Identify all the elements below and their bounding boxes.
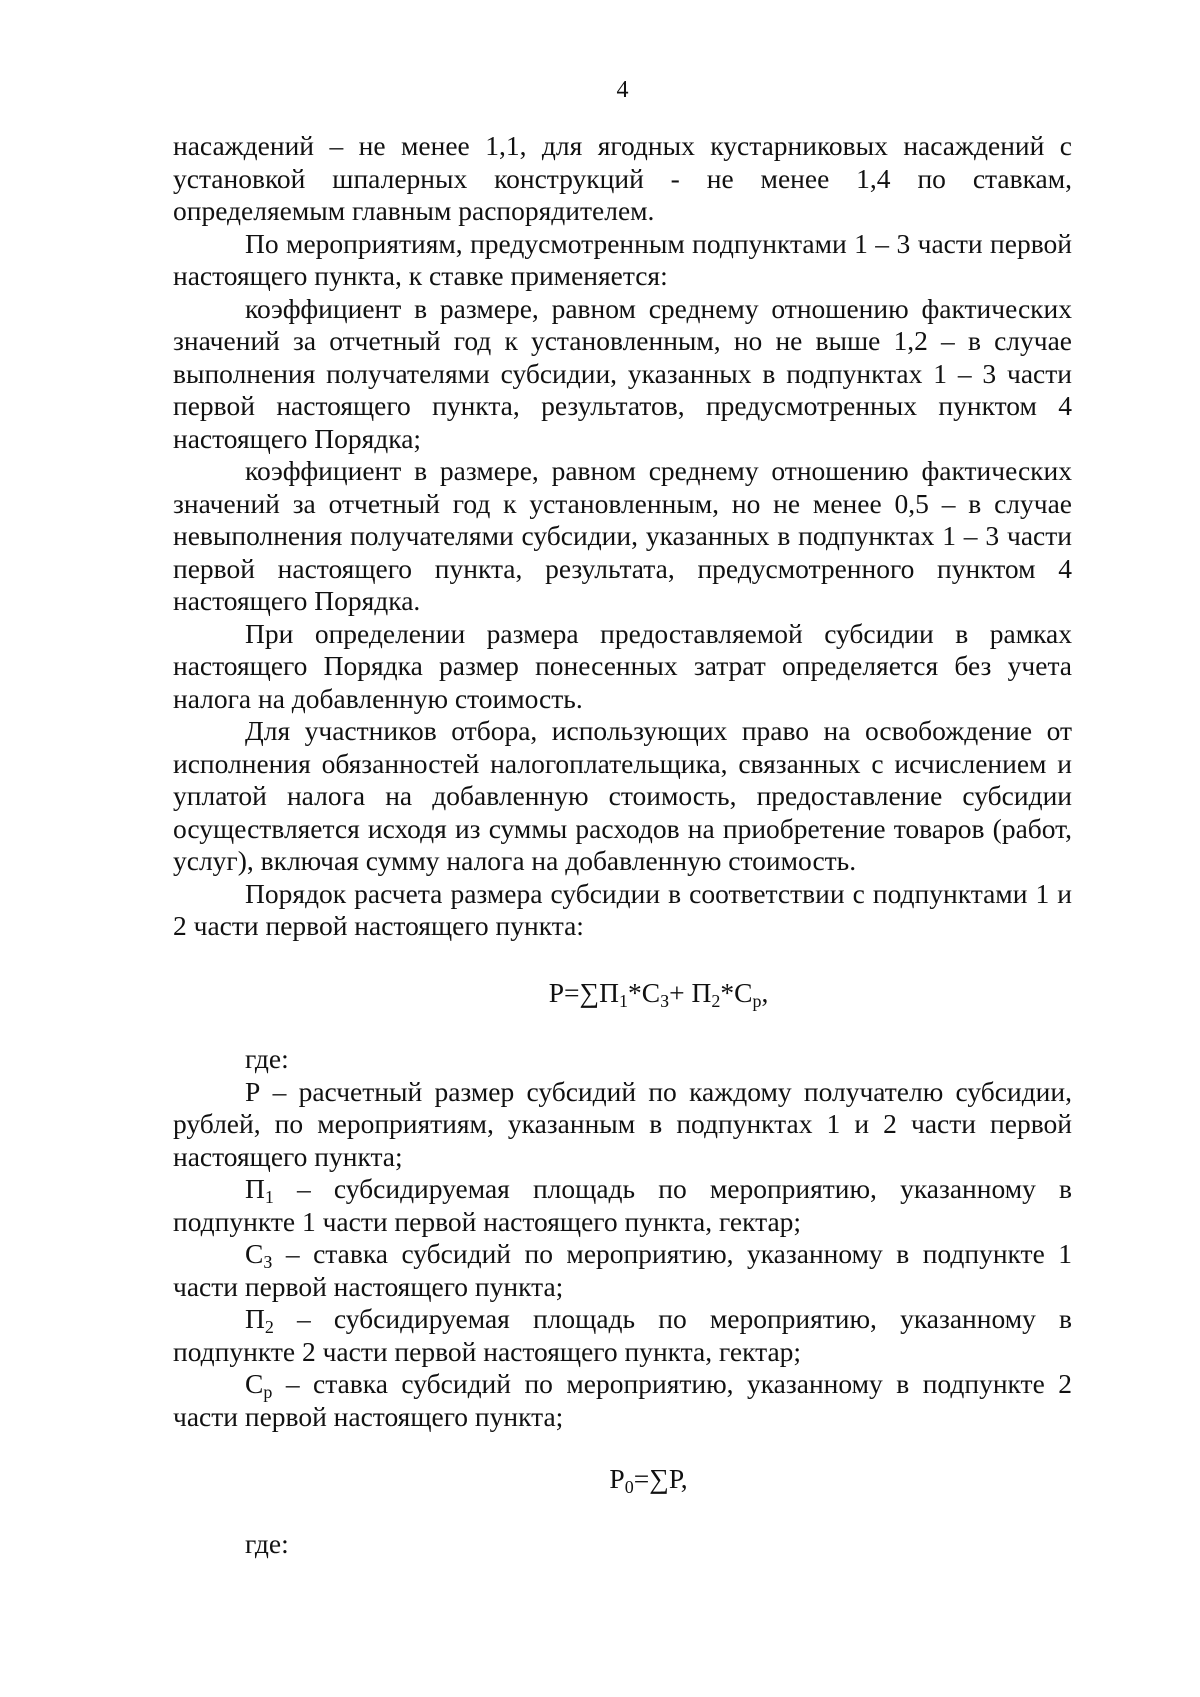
definition-c3 [173, 1238, 1072, 1303]
formula-subsidy-size [173, 977, 1072, 1010]
formula-part: *С [627, 976, 661, 1008]
definition-cp [173, 1368, 1072, 1433]
formula-subscript: 0 [624, 1477, 634, 1497]
paragraph-coefficient-min: коэффициент в размере, равном среднему отношению фактических значений за отчетный год к установленным, но не менее 0,5 – в случае невыполнения получателями субсидии, указанных в подпунктах 1 – 3 части первой настоящего пункта, результата, предусмотренного пунктом 4 настоящего Порядка. [173, 455, 1072, 616]
definition-text: – субсидируемая площадь по мероприятию, указанному в подпункте 1 части первой настоящего пункта, гектар; [173, 1173, 1072, 1237]
definition-text: – ставка субсидий по мероприятию, указанному в подпункте 1 части первой настоящего пункта; [173, 1238, 1072, 1302]
definition-text: – ставка субсидий по мероприятию, указанному в подпункте 2 части первой настоящего пункта; [173, 1368, 1072, 1432]
formula-part: Р=∑П [548, 976, 619, 1008]
symbol: С [245, 1238, 264, 1269]
formula-part: Р [609, 1463, 625, 1494]
formula-part: , [761, 976, 769, 1008]
formula-part: *С [720, 976, 753, 1008]
formula-part: =∑Р, [633, 1463, 688, 1494]
definition-text: – субсидируемая площадь по мероприятию, указанному в подпункте 2 части первой настоящего пункта, гектар; [173, 1303, 1072, 1367]
paragraph-continuation: насаждений – не менее 1,1, для ягодных кустарниковых насаждений с установкой шпалерных конструкций - не менее 1,4 по ставкам, определяемым главным распорядителем. [173, 130, 1072, 226]
symbol-subscript: 2 [264, 1317, 274, 1337]
formula-total-subsidy [173, 1463, 1072, 1496]
paragraph-coefficient-max: коэффициент в размере, равном среднему отношению фактических значений за отчетный год к установленным, но не выше 1,2 – в случае выполнения получателями субсидии, указанных в подпунктах 1 – 3 части первой настоящего пункта, результатов, предусмотренных пунктом 4 настоящего Порядка; [173, 292, 1072, 454]
symbol-subscript: р [263, 1382, 273, 1402]
symbol-subscript: 1 [264, 1187, 274, 1207]
formula-subscript: р [752, 990, 762, 1011]
paragraph-calculation-order: Порядок расчета размера субсидии в соответствии с подпунктами 1 и 2 части первой настоящего пункта: [173, 877, 1072, 941]
symbol: П [245, 1303, 265, 1334]
definition-p1 [173, 1173, 1072, 1238]
page-number: 4 [616, 77, 629, 103]
paragraph-vat-exemption: Для участников отбора, использующих право на освобождение от исполнения обязанностей налогоплательщика, связанных с исчислением и уплатой налога на добавленную стоимость, предоставление субсидии осуществляется исходя из суммы расходов на приобретение товаров (работ, услуг), включая сумму налога на добавленную стоимость. [173, 715, 1072, 876]
where-label-second: где: [245, 1527, 289, 1559]
formula-subscript: 2 [711, 990, 721, 1011]
symbol: С [245, 1368, 264, 1399]
definition-p: Р – расчетный размер субсидий по каждому получателю субсидии, рублей, по мероприятиям, указанным в подпунктах 1 и 2 части первой настоящего пункта; [173, 1075, 1072, 1172]
paragraph-coefficient-intro: По мероприятиям, предусмотренным подпунктами 1 – 3 части первой настоящего пункта, к ставке применяется: [173, 227, 1072, 291]
definition-p2 [173, 1303, 1072, 1368]
paragraph-vat-exclusion: При определении размера предоставляемой субсидии в рамках настоящего Порядка размер понесенных затрат определяется без учета налога на добавленную стоимость. [173, 617, 1072, 714]
formula-subscript: 1 [618, 990, 628, 1011]
symbol-subscript: З [263, 1252, 273, 1272]
where-label: где: [245, 1043, 289, 1074]
formula-part: + П [669, 976, 712, 1008]
symbol: П [245, 1173, 265, 1204]
formula-subscript: З [660, 990, 670, 1011]
